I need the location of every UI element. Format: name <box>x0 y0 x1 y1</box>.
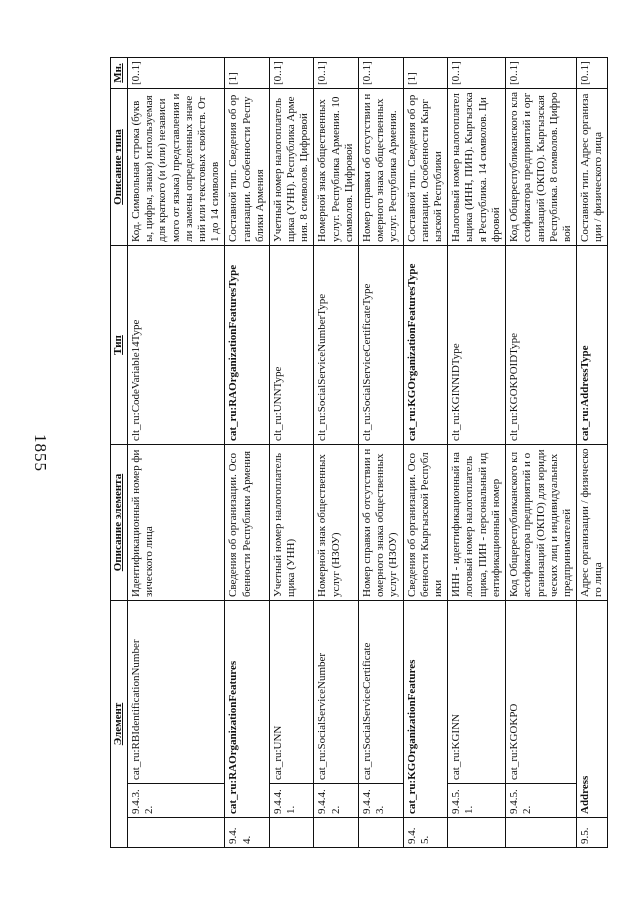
row-type-description: Код. Символьная строка (буквы, цифры, знаки) используемая для краткого (и (или) независимого от языка) представления или замены определенных значений или текстовых свойств. От 1 до 14 символов <box>128 89 225 246</box>
header-mn: Мн. <box>111 58 128 89</box>
row-element-description: Адрес организации / физического лица <box>577 445 608 601</box>
row-number: 9.4.4.3. <box>359 784 404 818</box>
row-type-description: Номерной знак общественных услуг. Республика Армения. 10 символов. Цифровой <box>314 89 359 246</box>
row-type: cat_ru:KGOrganizationFeaturesType <box>403 246 448 445</box>
row-element: cat_ru:SocialServiceCertificate <box>359 601 404 784</box>
row-element: cat_ru:KGINN <box>448 601 506 784</box>
elements-table <box>110 57 608 848</box>
row-element-description: Номерной знак общественных услуг (НЗОУ) <box>314 445 359 601</box>
table-row <box>359 58 404 848</box>
row-element: cat_ru:KGOKPO <box>506 601 577 784</box>
row-type-description: Составной тип. Адрес организации / физического лица <box>577 89 608 246</box>
page-number: 1855 <box>31 434 50 472</box>
row-element-description: Номер справки об отсутствии номерного знака общественных услуг (НЗОУ) <box>359 445 404 601</box>
table-row <box>269 58 314 848</box>
row-type-description: Учетный номер налогоплательщика (УНН). Республика Армения. 8 символов. Цифровой <box>269 89 314 246</box>
header-element-description: Описание элемента <box>111 445 128 601</box>
row-type-description: Составной тип. Сведения об организации. Особенности Республики Армения <box>225 89 270 246</box>
row-mn: [0..1] <box>314 58 359 89</box>
row-number: 9.5. <box>577 818 608 848</box>
table-header-row <box>111 58 128 848</box>
header-type: Тип <box>111 246 128 445</box>
table-row <box>314 58 359 848</box>
row-element-description: ИНН - идентификационный налоговый номер налогоплательщика, ПИН - персональный идентификационный номер <box>448 445 506 601</box>
row-number: 9.4.4.1. <box>269 784 314 818</box>
row-element: Address <box>577 601 608 818</box>
row-number: 9.4.4. <box>225 818 270 848</box>
row-type: clt_ru:SocialServiceNumberType <box>314 246 359 445</box>
row-number: 9.4.5.1. <box>448 784 506 818</box>
row-mn: [0..1] <box>577 58 608 89</box>
row-type-description: Налоговый номер налогоплательщика (ИНН, ПИН). Кыргызская Республика. 14 символов. Цифровой <box>448 89 506 246</box>
row-type: cat_ru:AddressType <box>577 246 608 445</box>
row-element-description: Учетный номер налогоплательщика (УНН) <box>269 445 314 601</box>
row-type: clt_ru:KGOKPOIDType <box>506 246 577 445</box>
row-element: cat_ru:KGOrganizationFeatures <box>403 601 448 818</box>
row-mn: [0..1] <box>448 58 506 89</box>
table-row <box>403 58 448 848</box>
row-element: cat_ru:UNN <box>269 601 314 784</box>
header-element: Элемент <box>111 601 128 848</box>
row-number: 9.4.5. <box>403 818 448 848</box>
row-number: 9.4.4.2. <box>314 784 359 818</box>
row-element: cat_ru:RBIdentificationNumber <box>128 601 225 784</box>
row-element-description: Сведения об организации. Особенности Кыргызской Республики <box>403 445 448 601</box>
table-row <box>448 58 506 848</box>
row-type: cat_ru:RAOrganizationFeaturesType <box>225 246 270 445</box>
row-type: clt_ru:SocialServiceCertificateType <box>359 246 404 445</box>
table-row <box>128 58 225 848</box>
row-element: cat_ru:SocialServiceNumber <box>314 601 359 784</box>
row-number: 9.4.5.2. <box>506 784 577 818</box>
row-type-description: Составной тип. Сведения об организации. Особенности Кыргызской Республики <box>403 89 448 246</box>
header-type-description: Описание типа <box>111 89 128 246</box>
row-mn: [0..1] <box>506 58 577 89</box>
table-row <box>225 58 270 848</box>
table-row <box>506 58 577 848</box>
row-mn: [0..1] <box>128 58 225 89</box>
row-mn: [1] <box>225 58 270 89</box>
row-mn: [0..1] <box>269 58 314 89</box>
row-mn: [1] <box>403 58 448 89</box>
row-element: cat_ru:RAOrganizationFeatures <box>225 601 270 818</box>
row-type: clt_ru:UNNType <box>269 246 314 445</box>
row-element-description: Код Общереспубликанского классификатора предприятий и организаций (ОКПО) для юридических лиц и индивидуальных предпринимателей <box>506 445 577 601</box>
row-type: clt_ru:KGINNIDType <box>448 246 506 445</box>
row-type-description: Номер справки об отсутствии номерного знака общественных услуг. Республика Армения. <box>359 89 404 246</box>
table-row <box>577 58 608 848</box>
row-mn: [0..1] <box>359 58 404 89</box>
row-element-description: Сведения об организации. Особенности Республики Армения <box>225 445 270 601</box>
row-type: clt_ru:CodeVariable14Type <box>128 246 225 445</box>
row-number: 9.4.3.2. <box>128 784 225 818</box>
row-type-description: Код Общереспубликанского классификатора предприятий и организаций (ОКПО). Кыргызская Республика. 8 символов. Цифровой <box>506 89 577 246</box>
rotated-table-container <box>110 58 605 848</box>
row-element-description: Идентификационный номер физического лица <box>128 445 225 601</box>
